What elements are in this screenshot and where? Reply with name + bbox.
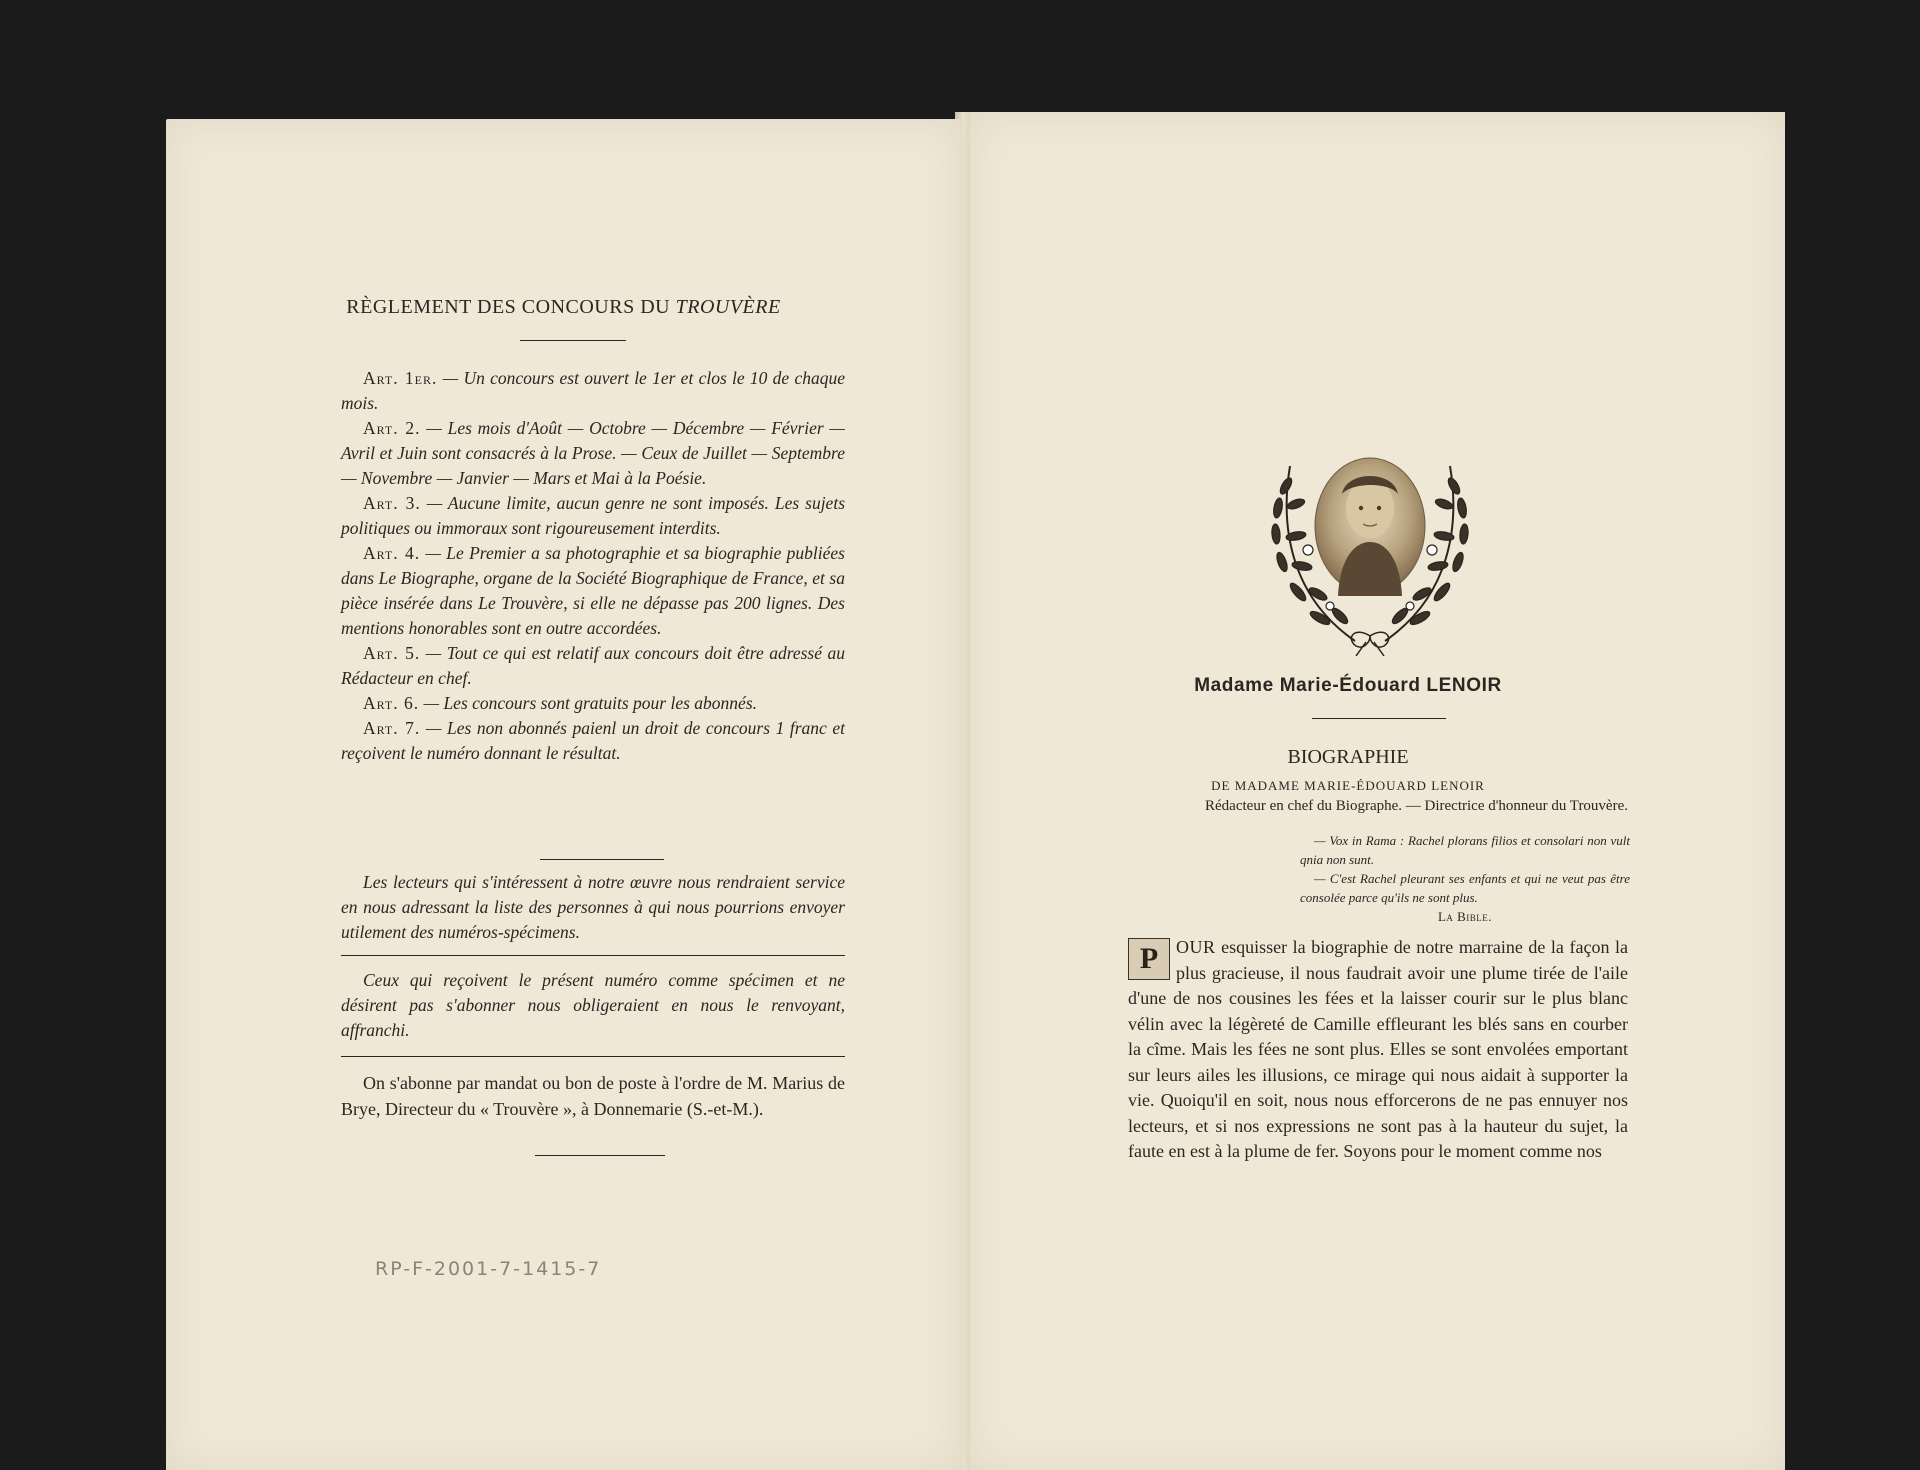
archive-mark: RP-F-2001-7-1415-7 — [375, 1258, 602, 1280]
rules-title-prefix: RÈGLEMENT DES CONCOURS DU — [346, 296, 671, 318]
biography-title: BIOGRAPHIE — [1287, 746, 1409, 768]
portrait-with-wreath — [1260, 446, 1480, 656]
article-7: Art. 7. — Les non abonnés paienl un droit de concours 1 franc et reçoivent le numéro donnant le résultat. — [341, 718, 845, 763]
epigraph-latin: — Vox in Rama : Rachel plorans filios et consolari non vult qnia non sunt. — [1300, 833, 1630, 867]
epigraph-source: La Bible. — [1437, 909, 1493, 924]
article-3: Art. 3. — Aucune limite, aucun genre ne sont imposés. Les sujets politiques ou immoraux sont rigoureusement interdits. — [341, 493, 845, 538]
epigraph — [1300, 831, 1630, 926]
article-2: Art. 2. — Les mois d'Août — Octobre — Décembre — Février — Avril et Juin sont consacrés à la Prose. — Ceux de Juillet — Septembre — Novembre — Janvier — Mars et Mai à la Poésie. — [341, 418, 845, 488]
article-5: Art. 5. — Tout ce qui est relatif aux concours doit être adressé au Rédacteur en chef. — [341, 643, 845, 688]
readers-rule — [341, 955, 845, 956]
biography-roles: Rédacteur en chef du Biographe. — Directrice d'honneur du Trouvère. — [1205, 798, 1628, 814]
rules-title-trouvere: TROUVÈRE — [675, 296, 781, 318]
title-rule — [520, 340, 626, 341]
biography-subtitle: DE MADAME MARIE-ÉDOUARD LENOIR — [1211, 778, 1485, 793]
epigraph-french: — C'est Rachel pleurant ses enfants et qui ne veut pas être consolée parce qu'ils ne sont plus. — [1300, 871, 1630, 905]
biography-body — [1128, 935, 1628, 1165]
rules-title — [166, 296, 961, 319]
dropcap-letter: P — [1128, 938, 1170, 980]
specimen-rule — [341, 1056, 845, 1057]
article-1: Art. 1er. — Un concours est ouvert le 1er et clos le 10 de chaque mois. — [341, 368, 845, 413]
body-paragraph: esquisser la biographie de notre marraine de la façon la plus gracieuse, il nous faudrait avoir une plume tirée de l'aile d'une de nos cousines les fées et la laisser courir sur le plus blanc vélin avec la légèreté de Camille effleurant les blés sans en courber la cîme. Mais les fées ne sont plus. Elles se sont envolées emportant sur leurs ailes les illusions, ce mirage qui nous aidait à supporter la vie. Quoiqu'il en soit, nous nous efforcerons de ne pas ennuyer nos lecteurs, et si nos expressions ne sont pas à la hauteur du sujet, la faute en est à la plume de fer. Soyons pour le moment comme nos — [1128, 937, 1629, 1161]
readers-note: Les lecteurs qui s'intéressent à notre œuvre nous rendraient service en nous adressant la liste des personnes à qui nous pourrions envoyer utilement des numéros-spécimens. — [341, 872, 845, 942]
specimen-note: Ceux qui reçoivent le présent numéro comme spécimen et ne désirent pas s'abonner nous obligeraient en nous le renvoyant, affranchi. — [341, 970, 845, 1040]
articles-rule — [540, 859, 664, 860]
articles-list — [341, 366, 845, 766]
article-4: Art. 4. — Le Premier a sa photographie et sa biographie publiées dans Le Biographe, organe de la Société Biographique de France, et sa pièce insérée dans Le Trouvère, si elle ne dépasse pas 200 lignes. Des mentions honorables sont en outre accordées. — [341, 543, 845, 638]
portrait-caption: Madame Marie-Édouard LENOIR — [1194, 675, 1502, 696]
subscription-note: On s'abonne par mandat ou bon de poste à l'ordre de M. Marius de Brye, Directeur du « Trouvère », à Donnemarie (S.-et-M.). — [341, 1073, 845, 1119]
subscription-rule — [535, 1155, 665, 1156]
article-6: Art. 6. — Les concours sont gratuits pour les abonnés. — [363, 693, 757, 713]
laurel-wreath-portrait — [1260, 446, 1480, 656]
caption-rule — [1312, 718, 1446, 719]
body-opening-word: OUR — [1176, 937, 1216, 957]
